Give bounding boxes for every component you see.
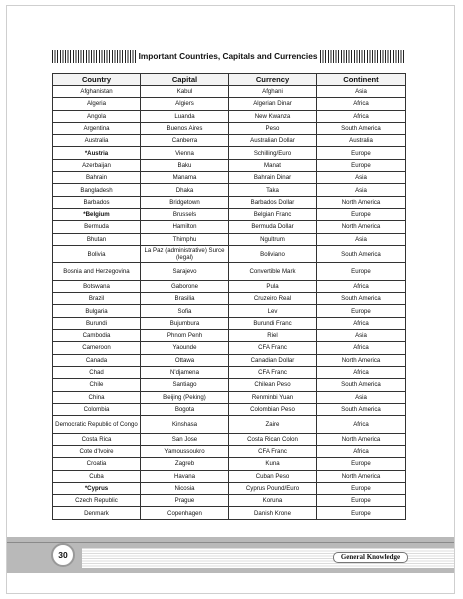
column-header-continent: Continent	[317, 74, 406, 86]
cell-country: Bhutan	[53, 233, 141, 245]
cell-continent: Europe	[317, 263, 406, 281]
table-row	[53, 86, 406, 98]
cell-continent: Africa	[317, 416, 406, 434]
table-row	[53, 110, 406, 122]
cell-capital: Kabul	[141, 86, 229, 98]
cell-capital: Sarajevo	[141, 263, 229, 281]
cell-continent: Africa	[317, 110, 406, 122]
cell-capital: Canberra	[141, 135, 229, 147]
table-row	[53, 330, 406, 342]
table-row	[53, 245, 406, 263]
cell-country: *Cyprus	[53, 482, 141, 494]
cell-country: Botswana	[53, 280, 141, 292]
cell-capital: Brasilia	[141, 293, 229, 305]
cell-country: Australia	[53, 135, 141, 147]
section-label: General Knowledge	[333, 552, 408, 563]
cell-capital: Nicosia	[141, 482, 229, 494]
title-hatch-right	[320, 50, 404, 63]
cell-capital: Thimphu	[141, 233, 229, 245]
cell-capital: San Jose	[141, 433, 229, 445]
table-row	[53, 172, 406, 184]
cell-continent: Europe	[317, 159, 406, 171]
cell-country: Cuba	[53, 470, 141, 482]
cell-continent: South America	[317, 379, 406, 391]
cell-currency: Costa Rican Colon	[229, 433, 317, 445]
title-hatch-left	[52, 50, 136, 63]
table-row	[53, 342, 406, 354]
cell-capital: Sofia	[141, 305, 229, 317]
cell-capital: Bujumbura	[141, 317, 229, 329]
cell-continent: Africa	[317, 342, 406, 354]
cell-continent: Asia	[317, 172, 406, 184]
cell-capital: Manama	[141, 172, 229, 184]
cell-country: Barbados	[53, 196, 141, 208]
cell-continent: North America	[317, 354, 406, 366]
cell-capital: Baku	[141, 159, 229, 171]
cell-country: China	[53, 391, 141, 403]
table-row	[53, 159, 406, 171]
table-title-bar	[52, 49, 404, 63]
table-row	[53, 208, 406, 220]
table-row	[53, 433, 406, 445]
cell-currency: Lev	[229, 305, 317, 317]
table-row	[53, 507, 406, 519]
cell-currency: Barbados Dollar	[229, 196, 317, 208]
table-row	[53, 354, 406, 366]
cell-country: Czech Republic	[53, 495, 141, 507]
cell-continent: South America	[317, 245, 406, 263]
cell-continent: Asia	[317, 86, 406, 98]
cell-continent: Europe	[317, 482, 406, 494]
cell-capital: Zagreb	[141, 458, 229, 470]
table-row	[53, 470, 406, 482]
cell-capital: Bogota	[141, 403, 229, 415]
cell-continent: South America	[317, 122, 406, 134]
cell-capital: Bridgetown	[141, 196, 229, 208]
table-header-row	[53, 74, 406, 86]
cell-capital: Phnom Penh	[141, 330, 229, 342]
cell-continent: Africa	[317, 366, 406, 378]
cell-currency: Convertible Mark	[229, 263, 317, 281]
table-row	[53, 403, 406, 415]
cell-currency: Schilling/Euro	[229, 147, 317, 159]
table-row	[53, 280, 406, 292]
cell-continent: Europe	[317, 305, 406, 317]
cell-currency: Algerian Dinar	[229, 98, 317, 110]
table-row	[53, 98, 406, 110]
table-row	[53, 416, 406, 434]
table-row	[53, 221, 406, 233]
table-row	[53, 184, 406, 196]
table-row	[53, 196, 406, 208]
cell-capital: Prague	[141, 495, 229, 507]
cell-country: Democratic Republic of Congo	[53, 416, 141, 434]
table-row	[53, 482, 406, 494]
cell-country: Costa Rica	[53, 433, 141, 445]
cell-capital: Buenos Aires	[141, 122, 229, 134]
cell-capital: La Paz (administrative) Surce (legal)	[141, 245, 229, 263]
table-row	[53, 379, 406, 391]
table-row	[53, 445, 406, 457]
cell-currency: Taka	[229, 184, 317, 196]
cell-continent: Africa	[317, 317, 406, 329]
cell-country: Bahrain	[53, 172, 141, 184]
table-row	[53, 495, 406, 507]
cell-capital: Luanda	[141, 110, 229, 122]
cell-continent: Asia	[317, 233, 406, 245]
cell-currency: Danish Krone	[229, 507, 317, 519]
cell-currency: Pula	[229, 280, 317, 292]
column-header-country: Country	[53, 74, 141, 86]
table-row	[53, 122, 406, 134]
cell-currency: Afghani	[229, 86, 317, 98]
cell-country: Brazil	[53, 293, 141, 305]
cell-continent: North America	[317, 470, 406, 482]
cell-country: Denmark	[53, 507, 141, 519]
table-row	[53, 391, 406, 403]
cell-capital: N'djamena	[141, 366, 229, 378]
table-row	[53, 263, 406, 281]
table-title: Important Countries, Capitals and Currencies	[136, 50, 321, 63]
cell-capital: Gaborone	[141, 280, 229, 292]
cell-currency: Belgian Franc	[229, 208, 317, 220]
cell-continent: Africa	[317, 445, 406, 457]
cell-continent: South America	[317, 293, 406, 305]
table-row	[53, 135, 406, 147]
cell-currency: Colombian Peso	[229, 403, 317, 415]
cell-continent: Europe	[317, 147, 406, 159]
cell-currency: Australian Dollar	[229, 135, 317, 147]
cell-continent: Asia	[317, 184, 406, 196]
cell-country: Bermuda	[53, 221, 141, 233]
cell-capital: Algiers	[141, 98, 229, 110]
cell-capital: Vienna	[141, 147, 229, 159]
cell-country: Bulgaria	[53, 305, 141, 317]
cell-country: Bangladesh	[53, 184, 141, 196]
cell-capital: Kinshasa	[141, 416, 229, 434]
cell-capital: Copenhagen	[141, 507, 229, 519]
cell-currency: Renminbi Yuan	[229, 391, 317, 403]
cell-capital: Hamilton	[141, 221, 229, 233]
cell-currency: Cruzeiro Real	[229, 293, 317, 305]
cell-country: Algeria	[53, 98, 141, 110]
column-header-capital: Capital	[141, 74, 229, 86]
cell-continent: Europe	[317, 208, 406, 220]
cell-capital: Santiago	[141, 379, 229, 391]
table-row	[53, 458, 406, 470]
cell-continent: North America	[317, 221, 406, 233]
cell-continent: Africa	[317, 98, 406, 110]
cell-currency: Kuna	[229, 458, 317, 470]
cell-currency: CFA Franc	[229, 342, 317, 354]
cell-country: *Belgium	[53, 208, 141, 220]
cell-country: Canada	[53, 354, 141, 366]
cell-currency: Cuban Peso	[229, 470, 317, 482]
cell-continent: Europe	[317, 507, 406, 519]
cell-currency: Zaire	[229, 416, 317, 434]
page-number: 30	[51, 543, 75, 567]
cell-capital: Brussels	[141, 208, 229, 220]
cell-country: Croatia	[53, 458, 141, 470]
cell-capital: Yaounde	[141, 342, 229, 354]
cell-capital: Yamoussoukro	[141, 445, 229, 457]
table-row	[53, 293, 406, 305]
cell-continent: North America	[317, 433, 406, 445]
cell-currency: Canadian Dollar	[229, 354, 317, 366]
column-header-currency: Currency	[229, 74, 317, 86]
cell-country: Azerbaijan	[53, 159, 141, 171]
cell-country: Afghanistan	[53, 86, 141, 98]
cell-currency: Boliviano	[229, 245, 317, 263]
cell-country: Cameroon	[53, 342, 141, 354]
cell-currency: New Kwanza	[229, 110, 317, 122]
cell-currency: Koruna	[229, 495, 317, 507]
cell-currency: Cyprus Pound/Euro	[229, 482, 317, 494]
cell-currency: Ngultrum	[229, 233, 317, 245]
cell-capital: Havana	[141, 470, 229, 482]
cell-country: Chad	[53, 366, 141, 378]
cell-currency: Riel	[229, 330, 317, 342]
cell-country: *Austria	[53, 147, 141, 159]
cell-continent: Asia	[317, 391, 406, 403]
cell-country: Bolivia	[53, 245, 141, 263]
cell-continent: Europe	[317, 458, 406, 470]
cell-currency: CFA Franc	[229, 445, 317, 457]
cell-country: Bosnia and Herzegovina	[53, 263, 141, 281]
cell-country: Colombia	[53, 403, 141, 415]
cell-continent: South America	[317, 403, 406, 415]
cell-capital: Dhaka	[141, 184, 229, 196]
cell-country: Cote d'Ivoire	[53, 445, 141, 457]
cell-country: Chile	[53, 379, 141, 391]
cell-currency: Chilean Peso	[229, 379, 317, 391]
cell-continent: North America	[317, 196, 406, 208]
countries-table	[52, 73, 406, 520]
cell-currency: Bermuda Dollar	[229, 221, 317, 233]
cell-currency: CFA Franc	[229, 366, 317, 378]
table-body	[53, 86, 406, 520]
cell-continent: Asia	[317, 330, 406, 342]
cell-country: Cambodia	[53, 330, 141, 342]
table-row	[53, 305, 406, 317]
table-row	[53, 317, 406, 329]
table-row	[53, 366, 406, 378]
cell-currency: Manat	[229, 159, 317, 171]
cell-continent: Australia	[317, 135, 406, 147]
cell-currency: Burundi Franc	[229, 317, 317, 329]
cell-currency: Bahrain Dinar	[229, 172, 317, 184]
cell-continent: Africa	[317, 280, 406, 292]
table-row	[53, 233, 406, 245]
cell-capital: Beijing (Peking)	[141, 391, 229, 403]
cell-continent: Europe	[317, 495, 406, 507]
cell-country: Burundi	[53, 317, 141, 329]
cell-country: Angola	[53, 110, 141, 122]
table-row	[53, 147, 406, 159]
footer-divider	[7, 542, 454, 543]
cell-capital: Ottawa	[141, 354, 229, 366]
cell-currency: Peso	[229, 122, 317, 134]
cell-country: Argentina	[53, 122, 141, 134]
